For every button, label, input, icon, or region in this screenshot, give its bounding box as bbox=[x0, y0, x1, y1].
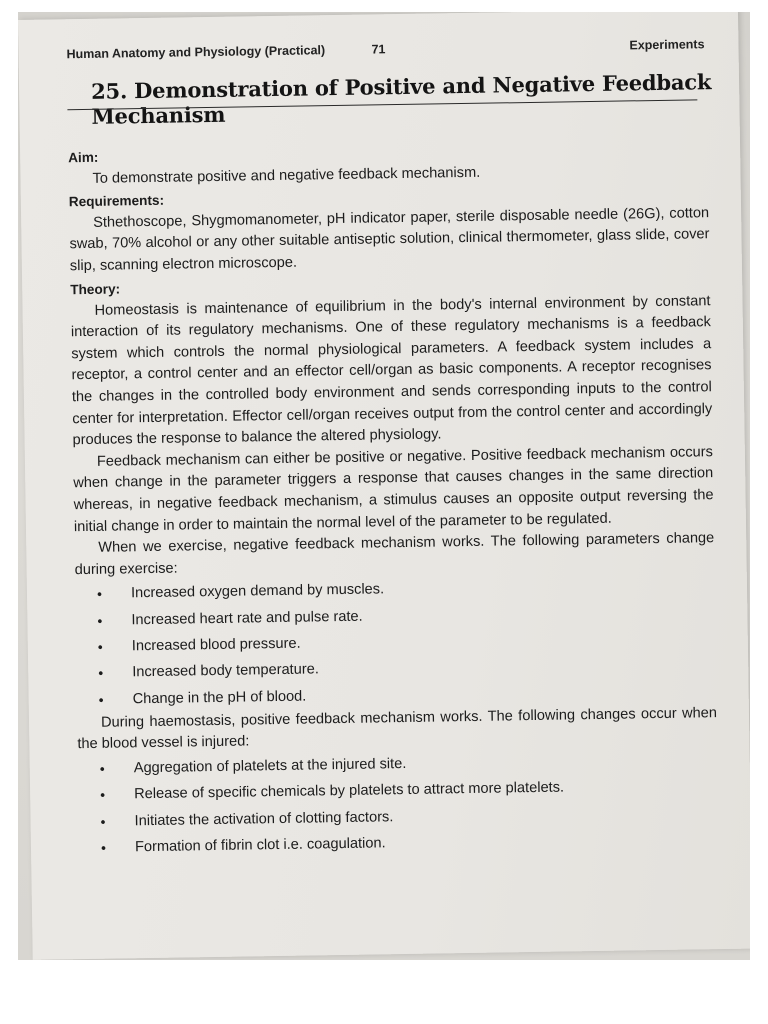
requirements-heading: Requirements: bbox=[68, 192, 165, 210]
header-section: Experiments bbox=[629, 37, 705, 53]
requirements-section bbox=[69, 181, 710, 277]
bullet-icon: • bbox=[98, 691, 104, 708]
bullet-icon: • bbox=[96, 586, 103, 603]
aim-heading: Aim: bbox=[68, 149, 99, 166]
exercise-changes-list bbox=[75, 571, 717, 713]
aim-text: To demonstrate positive and negative feedback mechanism. bbox=[92, 164, 481, 187]
list-item-text: Change in the pH of blood. bbox=[132, 688, 307, 707]
list-item-text: Aggregation of platelets at the injured site. bbox=[133, 755, 407, 777]
bullet-icon: • bbox=[98, 664, 104, 682]
bullet-icon: • bbox=[100, 839, 107, 856]
bullet-icon: • bbox=[100, 813, 106, 830]
list-item-text: Increased oxygen demand by muscles. bbox=[130, 581, 385, 602]
requirements-text: Sthethoscope, Shygmomanometer, pH indicator paper, sterile disposable needle (26G), cotton swab, 70% alcohol or any other suitable antiseptic solution, clinical thermometer, glass slide, cover slip, scanning electron microscope. bbox=[69, 204, 710, 274]
list-item-text: Increased blood pressure. bbox=[131, 635, 301, 655]
theory-heading: Theory: bbox=[70, 281, 121, 298]
theory-paragraph-1: Homeostasis is maintenance of equilibrium in the body's internal environment by constant interaction of its regulatory mechanisms. One of these regulatory mechanisms is a feedback system which controls the normal physiological parameters. A feedback system includes a receptor, a control center and an effector cell/organ as basic components. A receptor recognises the changes in the controlled body environment and sends corresponding inputs to the control center for interpretation. Effector cell/organ receives output from the control center and accordingly produces the response to balance the altered physiology. bbox=[70, 292, 713, 449]
list-item-text: Increased heart rate and pulse rate. bbox=[131, 608, 363, 628]
theory-paragraph-4: During haemostasis, positive feedback mechanism works. The following changes occur when the blood vessel is injured: bbox=[77, 704, 718, 753]
list-item-text: Release of specific chemicals by platelets to attract more platelets. bbox=[134, 779, 565, 803]
theory-paragraph-3: When we exercise, negative feedback mechanism works. The following parameters change during exercise: bbox=[74, 530, 715, 578]
page-number: 71 bbox=[371, 42, 386, 57]
list-item-text: Initiates the activation of clotting factors. bbox=[134, 808, 394, 829]
header-book-title: Human Anatomy and Physiology (Practical) bbox=[66, 43, 326, 62]
theory-paragraph-2: Feedback mechanism can either be positive or negative. Positive feedback mechanism occurs when change in the parameter triggers a response that causes changes in the same direction whereas, in negative feedback mechanism, a stimulus causes an opposite output reversing the initial change in order to maintain the normal level of the parameter to be regulated. bbox=[73, 443, 714, 535]
list-item-text: Formation of fibrin clot i.e. coagulation. bbox=[134, 835, 386, 856]
bullet-icon: • bbox=[97, 612, 103, 629]
bullet-icon: • bbox=[99, 760, 105, 777]
running-header bbox=[66, 37, 704, 65]
list-item-text: Increased body temperature. bbox=[132, 661, 319, 681]
haemostasis-changes-list bbox=[78, 746, 720, 861]
book-page bbox=[18, 12, 750, 960]
experiment-title: 25. Demonstration of Positive and Negative Feedback Mechanism bbox=[90, 69, 712, 129]
book-photo bbox=[18, 12, 750, 960]
bullet-icon: • bbox=[100, 787, 106, 804]
theory-section bbox=[70, 269, 719, 861]
bullet-icon: • bbox=[97, 638, 103, 655]
